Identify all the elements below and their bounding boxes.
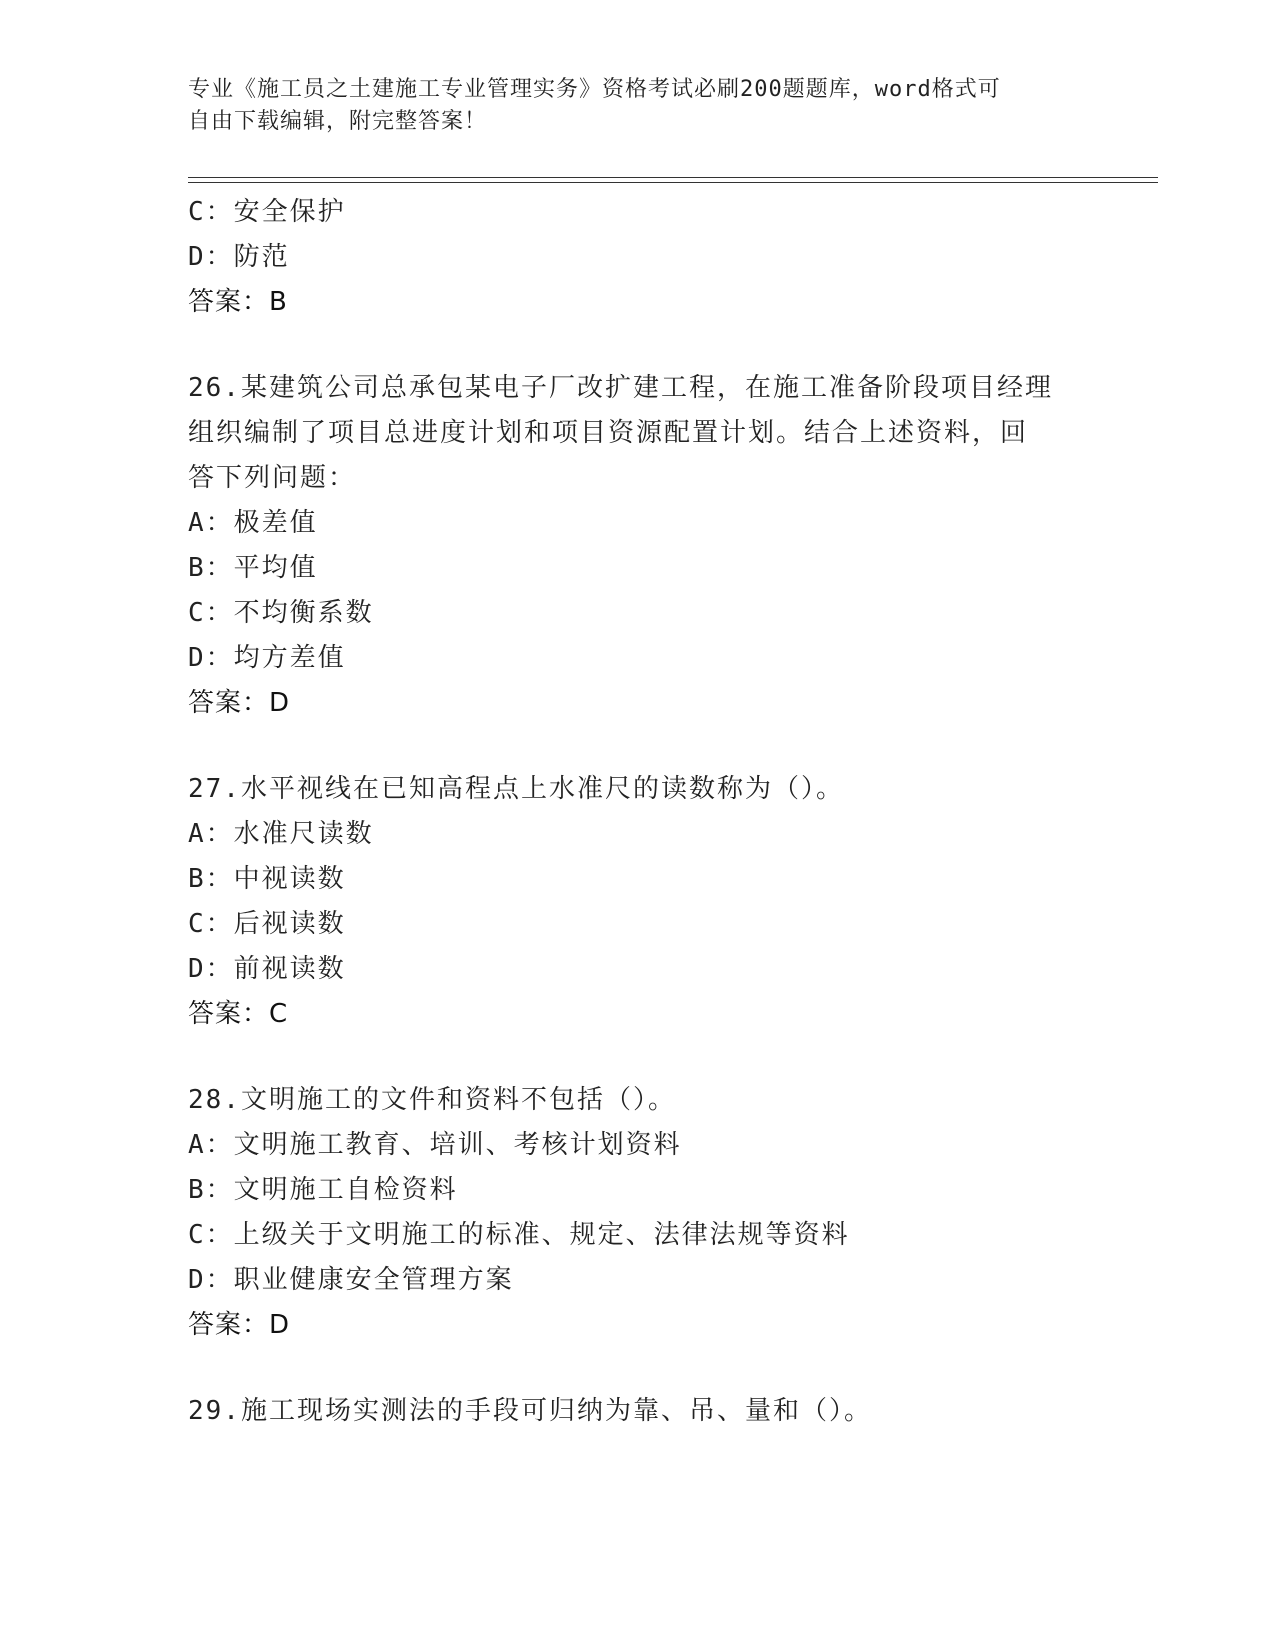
- question-25-tail: [188, 190, 1088, 325]
- option-c: [188, 591, 1088, 636]
- question-stem: 27.水平视线在已知高程点上水准尺的读数称为（）。: [188, 774, 844, 804]
- option-label: A：: [188, 508, 234, 538]
- option-text: 安全保护: [233, 197, 346, 227]
- option-a: [188, 1123, 1088, 1168]
- option-text: 文明施工自检资料: [233, 1175, 458, 1205]
- question-26: [188, 366, 1088, 726]
- option-text: 极差值: [233, 508, 318, 538]
- question-stem: 28.文明施工的文件和资料不包括（）。: [188, 1085, 676, 1115]
- option-label: C：: [188, 197, 234, 227]
- question-27: [188, 767, 1088, 1037]
- spacer: [188, 1037, 1088, 1078]
- option-text: 水准尺读数: [233, 819, 374, 849]
- option-text: 中视读数: [233, 864, 346, 894]
- question-list: [188, 190, 1088, 1434]
- spacer: [188, 325, 1088, 366]
- option-label: C：: [188, 1220, 234, 1250]
- document-header: [188, 74, 1068, 138]
- option-text: 职业健康安全管理方案: [233, 1265, 514, 1295]
- option-d: [188, 636, 1088, 681]
- option-text: 平均值: [233, 553, 318, 583]
- option-label: D：: [188, 643, 234, 673]
- option-a: [188, 501, 1088, 546]
- option-label: A：: [188, 1130, 234, 1160]
- option-text: 文明施工教育、培训、考核计划资料: [233, 1130, 682, 1160]
- option-label: D：: [188, 954, 234, 984]
- option-text: 不均衡系数: [233, 598, 374, 628]
- question-stem-line: 答下列问题：: [188, 463, 357, 493]
- answer-line: 答案：D: [188, 688, 291, 718]
- option-text: 防范: [233, 242, 290, 272]
- question-stem-line: 组织编制了项目总进度计划和项目资源配置计划。结合上述资料，回: [188, 418, 1029, 448]
- answer-line: 答案：C: [188, 999, 289, 1029]
- option-a: [188, 812, 1088, 857]
- option-b: [188, 1168, 1088, 1213]
- option-text: 均方差值: [233, 643, 346, 673]
- question-stem: 29.施工现场实测法的手段可归纳为靠、吊、量和（）。: [188, 1396, 872, 1426]
- option-label: B：: [188, 553, 234, 583]
- header-divider-bottom: [188, 182, 1158, 183]
- option-d: [188, 235, 1088, 280]
- option-text: 前视读数: [233, 954, 346, 984]
- option-d: [188, 947, 1088, 992]
- option-c: [188, 190, 1088, 235]
- option-d: [188, 1258, 1088, 1303]
- header-title-line-1: 专业《施工员之土建施工专业管理实务》资格考试必刷200题题库，word格式可: [188, 77, 1001, 102]
- option-b: [188, 546, 1088, 591]
- option-label: D：: [188, 1265, 234, 1295]
- question-28: [188, 1078, 1088, 1348]
- option-label: A：: [188, 819, 234, 849]
- option-label: C：: [188, 598, 234, 628]
- option-label: C：: [188, 909, 234, 939]
- option-label: B：: [188, 864, 234, 894]
- answer-line: 答案：B: [188, 287, 288, 317]
- option-b: [188, 857, 1088, 902]
- header-title-line-2: 自由下载编辑，附完整答案！: [188, 109, 488, 134]
- answer-line: 答案：D: [188, 1310, 291, 1340]
- option-c: [188, 1213, 1088, 1258]
- question-29: [188, 1389, 1088, 1434]
- header-divider-top: [188, 177, 1158, 178]
- option-text: 上级关于文明施工的标准、规定、法律法规等资料: [233, 1220, 850, 1250]
- question-stem-line: 26.某建筑公司总承包某电子厂改扩建工程，在施工准备阶段项目经理: [188, 373, 1053, 403]
- option-label: D：: [188, 242, 234, 272]
- option-c: [188, 902, 1088, 947]
- option-label: B：: [188, 1175, 234, 1205]
- spacer: [188, 726, 1088, 767]
- option-text: 后视读数: [233, 909, 346, 939]
- spacer: [188, 1348, 1088, 1389]
